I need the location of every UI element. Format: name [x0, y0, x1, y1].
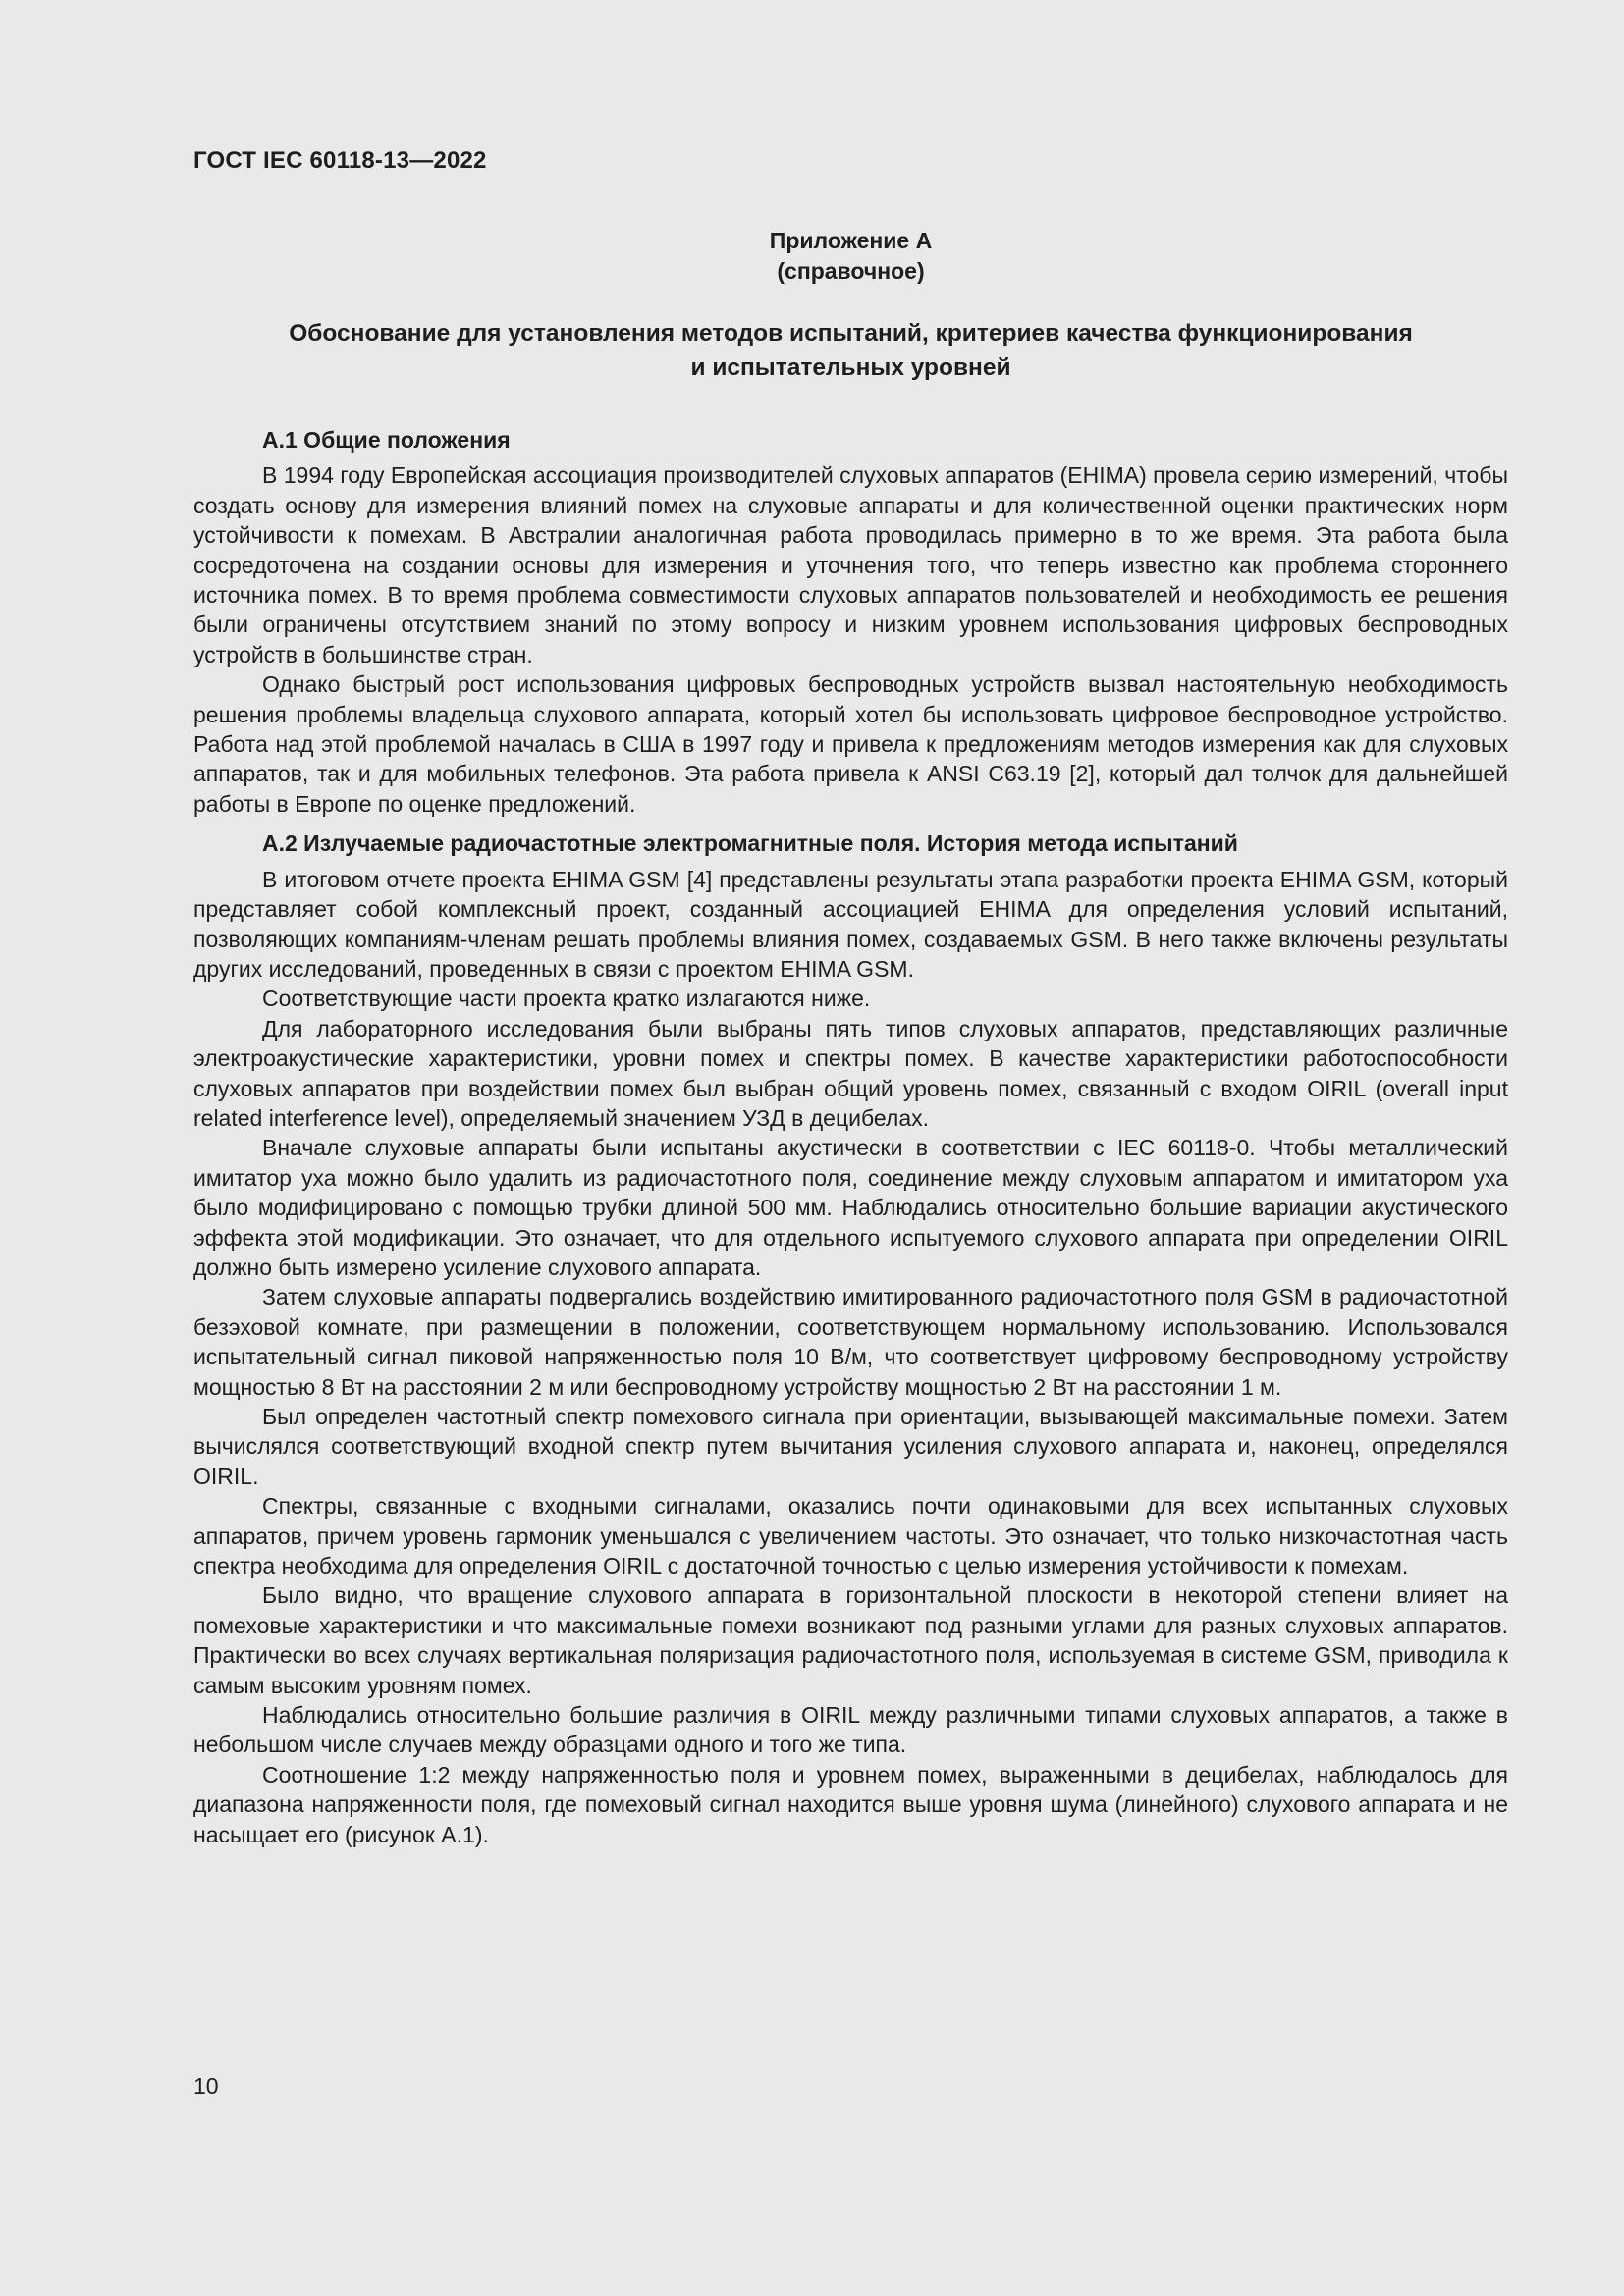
paragraph: Для лабораторного исследования были выбраны пять типов слуховых аппаратов, представляющих различные электроакустические характеристики, уровни помех и спектры помех. В качестве характеристики работоспособности слуховых аппаратов при воздействии помех был выбран общий уровень помех, связанный с входом OIRIL (overall input related interference level), определяемый значением УЗД в децибелах.: [193, 1015, 1508, 1131]
paragraph: Затем слуховые аппараты подвергались воздействию имитированного радиочастотного поля GSM в радиочастотной безэховой комнате, при размещении в положении, соответствующем нормальному использованию. Использовался испытательный сигнал пиковой напряженностью поля 10 В/м, что соответствует цифровому беспроводному устройству мощностью 8 Вт на расстоянии 2 м или беспроводному устройству мощностью 2 Вт на расстоянии 1 м.: [193, 1284, 1508, 1400]
paragraph: Был определен частотный спектр помехового сигнала при ориентации, вызывающей максимальные помехи. Затем вычислялся соответствующий входной спектр путем вычитания усиления слухового аппарата и, наконец, определялся OIRIL.: [193, 1404, 1508, 1489]
appendix-heading: [193, 316, 1508, 385]
paragraph: Однако быстрый рост использования цифровых беспроводных устройств вызвал настоятельную необходимость решения проблемы владельца слухового аппарата, который хотел бы использовать цифровое беспроводное устройство. Работа над этой проблемой началась в США в 1997 году и привела к предложениям методов измерения как для слуховых аппаратов, так и для мобильных телефонов. Эта работа привела к ANSI C63.19 [2], который дал толчок для дальнейшей работы в Европе по оценке предложений.: [193, 671, 1508, 817]
paragraph: Наблюдались относительно большие различия в OIRIL между различными типами слуховых аппаратов, а также в небольшом числе случаев между образцами одного и того же типа.: [193, 1702, 1508, 1758]
paragraph: Вначале слуховые аппараты были испытаны акустически в соответствии с IEC 60118-0. Чтобы металлический имитатор уха можно было удалить из радиочастотного поля, соединение между слуховым аппаратом и имитатором уха было модифицировано с помощью трубки длиной 500 мм. Наблюдались относительно большие вариации акустического эффекта этой модификации. Это означает, что для отдельного испытуемого слухового аппарата при определении OIRIL должно быть измерено усиление слухового аппарата.: [193, 1135, 1508, 1280]
appendix-title: [193, 226, 1508, 287]
paragraph: В 1994 году Европейская ассоциация производителей слуховых аппаратов (EHIMA) провела серию измерений, чтобы создать основу для измерения влияний помех на слуховые аппараты и для количественной оценки практических норм устойчивости к помехам. В Австралии аналогичная работа проводилась примерно в то же время. Эта работа была сосредоточена на создании основы для измерения и уточнения того, что теперь известно как проблема стороннего источника помех. В то время проблема совместимости слуховых аппаратов пользователей и необходимость ее решения были ограничены отсутствием знаний по этому вопросу и низким уровнем использования цифровых беспроводных устройств в большинстве стран.: [193, 462, 1508, 667]
paragraph: Было видно, что вращение слухового аппарата в горизонтальной плоскости в некоторой степени влияет на помеховые характеристики и что максимальные помехи возникают под разными углами для разных слуховых аппаратов. Практически во всех случаях вертикальная поляризация радиочастотного поля, используемая в системе GSM, приводила к самым высоким уровням помех.: [193, 1582, 1508, 1698]
document-code-header: ГОСТ IEC 60118-13—2022: [193, 147, 487, 174]
paragraph: В итоговом отчете проекта EHIMA GSM [4] представлены результаты этапа разработки проекта EHIMA GSM, который представляет собой комплексный проект, созданный ассоциацией EHIMA для определения условий испытаний, позволяющих компаниям-членам решать проблемы влияния помех, создаваемых GSM. В него также включены результаты других исследований, проведенных в связи с проектом EHIMA GSM.: [193, 866, 1508, 982]
appendix-heading-line-1: Обоснование для установления методов испытаний, критериев качества функционирования: [289, 320, 1413, 347]
page-number: 10: [193, 2073, 219, 2099]
paragraph: Спектры, связанные с входными сигналами, оказались почти одинаковыми для всех испытанных слуховых аппаратов, причем уровень гармоник уменьшался с увеличением частоты. Это означает, что только низкочастотная часть спектра необходима для определения OIRIL с достаточной точностью с целью измерения устойчивости к помехам.: [193, 1493, 1508, 1579]
appendix-type: (справочное): [777, 258, 925, 284]
document-body: [193, 425, 1508, 1849]
appendix-heading-line-2: и испытательных уровней: [690, 354, 1011, 381]
appendix-label: Приложение А: [769, 228, 933, 253]
section-title-a1: А.1 Общие положения: [262, 427, 511, 453]
paragraph: Соответствующие части проекта кратко излагаются ниже.: [262, 986, 871, 1012]
section-title-a2: А.2 Излучаемые радиочастотные электромагнитные поля. История метода испытаний: [262, 830, 1238, 857]
paragraph: Соотношение 1:2 между напряженностью поля и уровнем помех, выраженными в децибелах, наблюдалось для диапазона напряженности поля, где помеховый сигнал находится выше уровня шума (линейного) слухового аппарата и не насыщает его (рисунок А.1).: [193, 1761, 1508, 1847]
